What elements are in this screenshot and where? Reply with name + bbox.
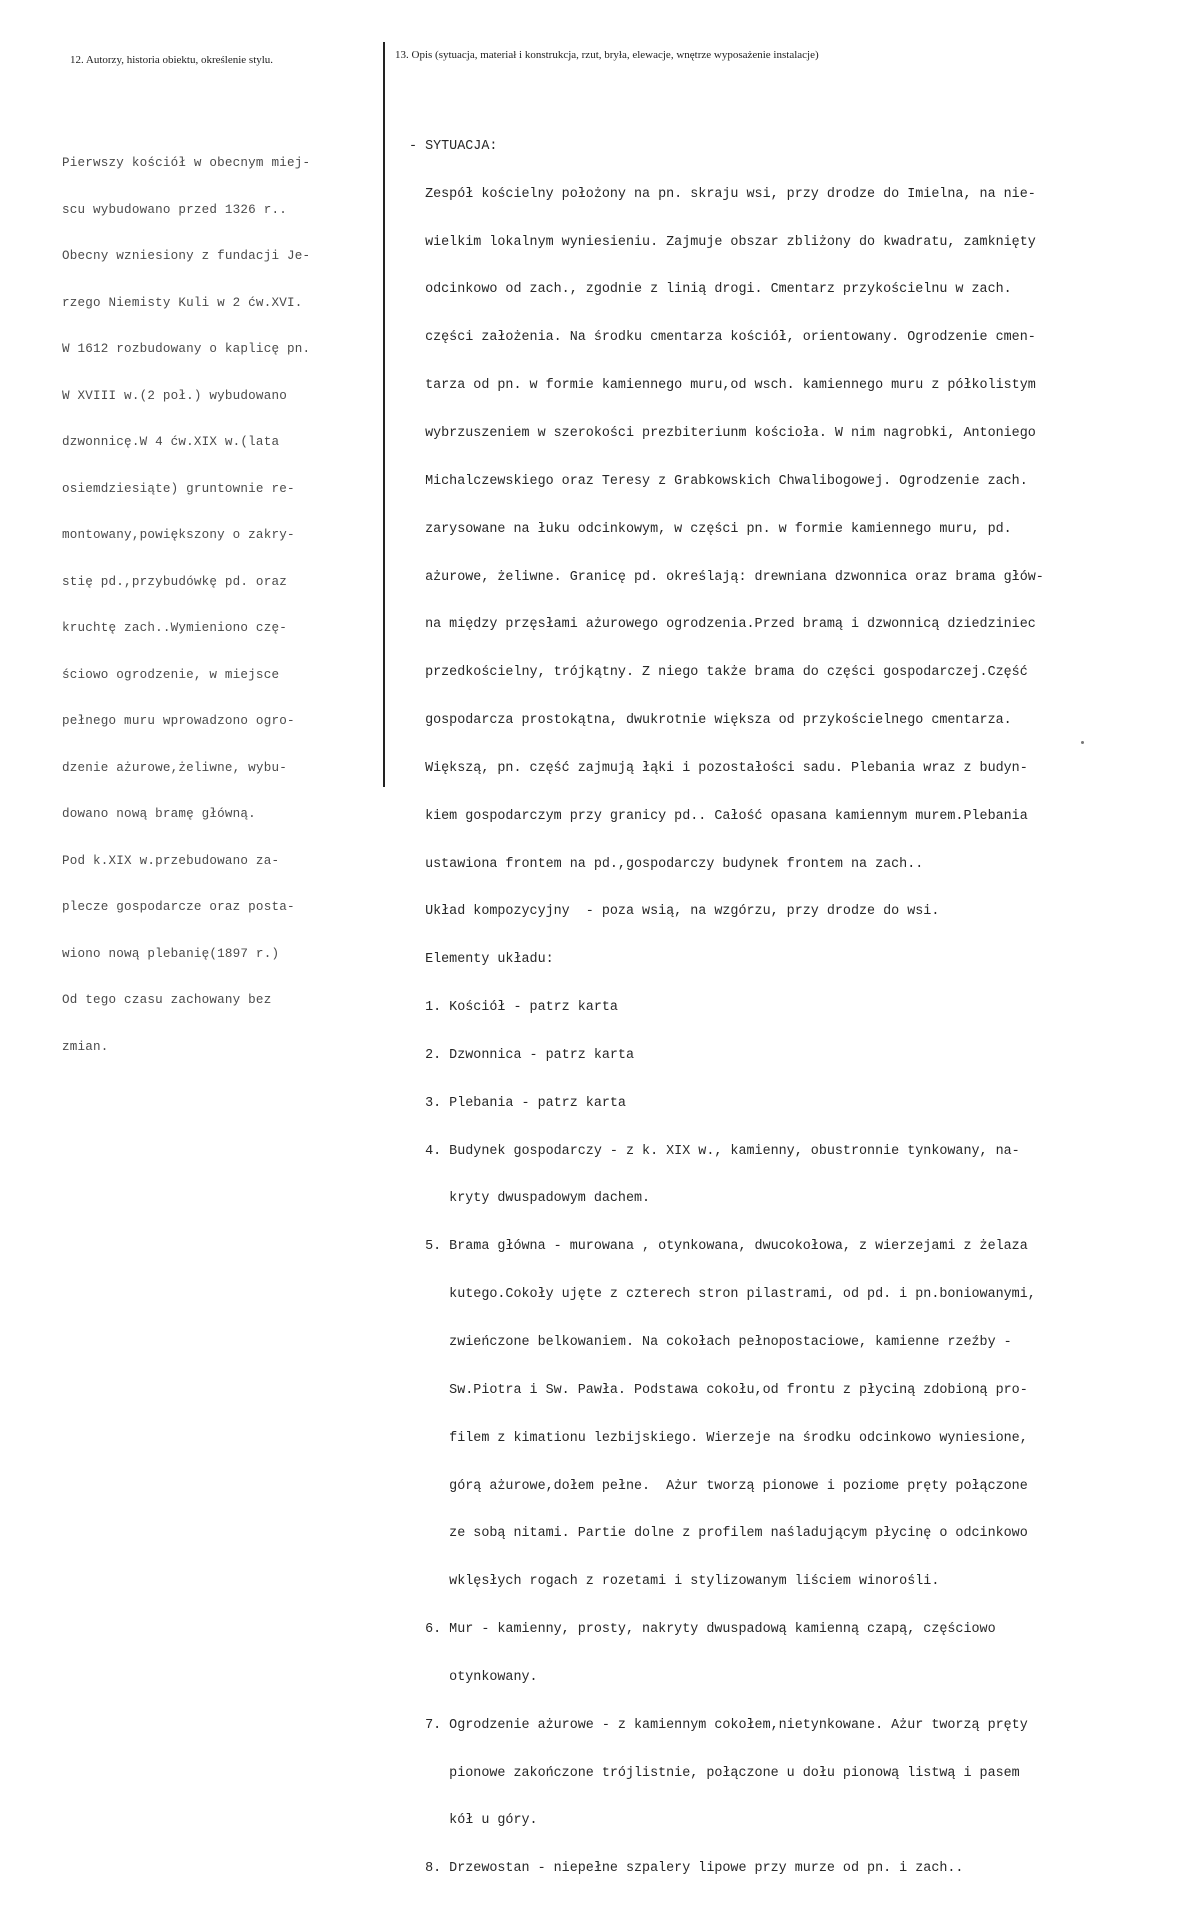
description-line: wielkim lokalnym wyniesieniu. Zajmuje obszar zbliżony do kwadratu, zamknięty xyxy=(409,234,1036,250)
description-line: kół u góry. xyxy=(409,1813,538,1829)
description-text-block xyxy=(409,107,1044,1909)
history-text-block xyxy=(62,125,310,1086)
history-line: dzwonnicę.W 4 ćw.XIX w.(lata xyxy=(62,435,280,449)
history-line: Pod k.XIX w.przebudowano za- xyxy=(62,853,280,868)
history-line: pełnego muru wprowadzono ogro- xyxy=(62,714,295,728)
description-line: ustawiona frontem na pd.,gospodarczy budynek frontem na zach.. xyxy=(409,856,924,872)
description-line: 1. Kościół - patrz karta xyxy=(409,1000,618,1016)
description-line: Zespół kościelny położony na pn. skraju wsi, przy drodze do Imielna, na nie- xyxy=(409,186,1036,202)
description-line: wybrzuszeniem w szerokości prezbiteriunm kościoła. W nim nagrobki, Antoniego xyxy=(409,425,1036,441)
description-line: na między przęsłami ażurowego ogrodzenia.Przed bramą i dzwonnicą dziedziniec xyxy=(409,617,1036,633)
history-line: montowany,powiększony o zakry- xyxy=(62,528,295,542)
description-line: górą ażurowe,dołem pełne. Ażur tworzą pionowe i poziome pręty połączone xyxy=(409,1478,1028,1494)
description-line: kryty dwuspadowym dachem. xyxy=(409,1191,651,1207)
description-line: ażurowe, żeliwne. Granicę pd. określają: drewniana dzwonnica oraz brama głów- xyxy=(409,569,1044,585)
description-line: 7. Ogrodzenie ażurowe - z kamiennym cokołem,nietynkowane. Ażur tworzą pręty xyxy=(409,1717,1028,1733)
description-line: Większą, pn. część zajmują łąki i pozostałości sadu. Plebania wraz z budyn- xyxy=(409,760,1028,776)
description-line: kiem gospodarczym przy granicy pd.. Całość opasana kamiennym murem.Plebania xyxy=(409,808,1028,824)
history-line: zmian. xyxy=(62,1039,109,1054)
history-line: W 1612 rozbudowany o kaplicę pn. xyxy=(62,342,311,356)
history-line: ściowo ogrodzenie, w miejsce xyxy=(62,667,280,682)
history-line: scu wybudowano przed 1326 r.. xyxy=(62,202,287,217)
history-line: W XVIII w.(2 poł.) wybudowano xyxy=(62,388,287,403)
description-line: Michalczewskiego oraz Teresy z Grabkowskich Chwalibogowej. Ogrodzenie zach. xyxy=(409,473,1028,489)
description-line: odcinkowo od zach., zgodnie z linią drogi. Cmentarz przykościelnu w zach. xyxy=(409,282,1012,298)
history-line: osiemdziesiąte) gruntownie re- xyxy=(62,481,295,496)
description-line: przedkościelny, trójkątny. Z niego także brama do części gospodarczej.Część xyxy=(409,665,1028,681)
description-line: - SYTUACJA: xyxy=(409,138,498,154)
section-13-heading: 13. Opis (sytuacja, materiał i konstrukcja, rzut, bryła, elewacje, wnętrze wyposażenie instalacje) xyxy=(395,49,819,61)
section-12-heading: 12. Autorzy, historia obiektu, określenie stylu. xyxy=(70,54,274,66)
description-line: zarysowane na łuku odcinkowym, w części pn. w formie kamiennego muru, pd. xyxy=(409,521,1012,537)
description-line: filem z kimationu lezbijskiego. Wierzeje na środku odcinkowo wyniesione, xyxy=(409,1430,1028,1446)
history-line: Obecny wzniesiony z fundacji Je- xyxy=(62,249,311,263)
description-line: 3. Plebania - patrz karta xyxy=(409,1095,626,1111)
history-line: dowano nową bramę główną. xyxy=(62,807,256,821)
stray-ink-dot xyxy=(1081,741,1084,744)
history-line: rzego Niemisty Kuli w 2 ćw.XVI. xyxy=(62,295,303,310)
description-line: zwieńczone belkowaniem. Na cokołach pełnopostaciowe, kamienne rzeźby - xyxy=(409,1335,1012,1350)
description-line: ze sobą nitami. Partie dolne z profilem naśladującym płycinę o odcinkowo xyxy=(409,1526,1028,1542)
history-line: Od tego czasu zachowany bez xyxy=(62,993,272,1007)
description-line: 4. Budynek gospodarczy - z k. XIX w., kamienny, obustronnie tynkowany, na- xyxy=(409,1143,1020,1159)
description-line: części założenia. Na środku cmentarza kościół, orientowany. Ogrodzenie cmen- xyxy=(409,330,1036,346)
description-line: pionowe zakończone trójlistnie, połączone u dołu pionową listwą i pasem xyxy=(409,1765,1020,1781)
description-line: kutego.Cokoły ujęte z czterech stron pilastrami, od pd. i pn.boniowanymi, xyxy=(409,1287,1036,1303)
description-line: wklęsłych rogach z rozetami i stylizowanym liściem winorośli. xyxy=(409,1574,940,1590)
description-line: otynkowany. xyxy=(409,1669,538,1685)
description-line: Układ kompozycyjny - poza wsią, na wzgórzu, przy drodze do wsi. xyxy=(409,904,940,920)
description-line: Elementy układu: xyxy=(409,952,554,968)
history-line: wiono nową plebanię(1897 r.) xyxy=(62,946,280,961)
description-line: tarza od pn. w formie kamiennego muru,od wsch. kamiennego muru z półkolistym xyxy=(409,378,1036,394)
description-line: 5. Brama główna - murowana , otynkowana, dwucokołowa, z wierzejami z żelaza xyxy=(409,1239,1028,1255)
history-line: stię pd.,przybudówkę pd. oraz xyxy=(62,574,287,589)
description-line: 6. Mur - kamienny, prosty, nakryty dwuspadową kamienną czapą, częściowo xyxy=(409,1622,996,1638)
history-line: dzenie ażurowe,żeliwne, wybu- xyxy=(62,760,287,775)
description-line: 2. Dzwonnica - patrz karta xyxy=(409,1047,634,1063)
history-line: kruchtę zach..Wymieniono czę- xyxy=(62,621,287,635)
history-line: Pierwszy kościół w obecnym miej- xyxy=(62,156,311,170)
description-line: 8. Drzewostan - niepełne szpalery lipowe przy murze od pn. i zach.. xyxy=(409,1861,964,1877)
history-line: plecze gospodarcze oraz posta- xyxy=(62,900,295,914)
column-divider xyxy=(383,42,385,787)
description-line: Sw.Piotra i Sw. Pawła. Podstawa cokołu,od frontu z płyciną zdobioną pro- xyxy=(409,1382,1028,1398)
description-line: gospodarcza prostokątna, dwukrotnie większa od przykościelnego cmentarza. xyxy=(409,713,1012,729)
